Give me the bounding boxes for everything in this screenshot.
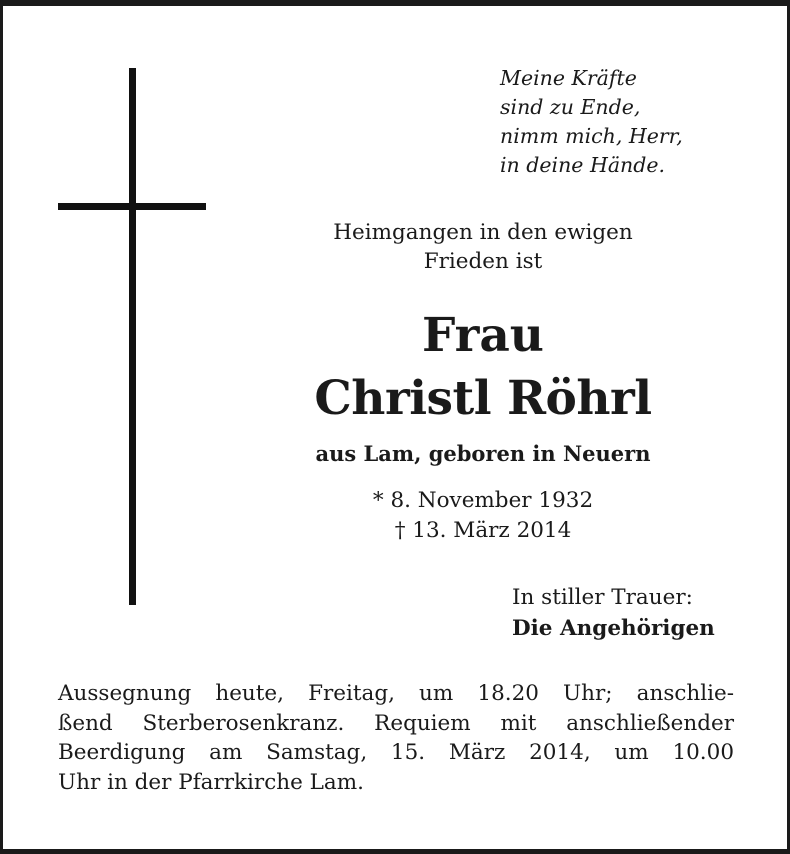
verse-line: nimm mich, Herr,	[500, 124, 683, 148]
life-dates	[183, 486, 783, 546]
cross-icon-horizontal-bar	[58, 203, 206, 210]
notice-line: Aussegnung heute, Freitag, um 18.20 Uhr; anschlie-	[58, 681, 734, 706]
verse-line: in deine Hände.	[500, 153, 666, 177]
verse-line: Meine Kräfte	[500, 66, 637, 90]
verse	[500, 64, 760, 180]
intro-line: Frieden ist	[423, 249, 543, 274]
cross-icon-vertical-bar	[129, 68, 136, 605]
funeral-notice	[58, 679, 734, 797]
deceased-name: Christl Röhrl	[314, 371, 652, 426]
verse-line: sind zu Ende,	[500, 95, 641, 119]
death-date: † 13. März 2014	[394, 518, 572, 543]
notice-line: ßend Sterberosenkranz. Requiem mit anschließender	[58, 710, 734, 736]
deceased-title: Frau	[422, 308, 544, 363]
intro-line: Heimgangen in den ewigen	[333, 220, 633, 245]
deceased-origin: aus Lam, geboren in Neuern	[315, 441, 651, 466]
notice-line: Beerdigung am Samstag, 15. März 2014, um 10.00	[58, 740, 734, 765]
mourners-signature: Die Angehörigen	[512, 616, 715, 641]
birth-date: * 8. November 1932	[372, 488, 594, 513]
mourners	[512, 582, 752, 644]
notice-line: Uhr in der Pfarrkirche Lam.	[58, 769, 364, 795]
mourners-intro: In stiller Trauer:	[512, 585, 693, 610]
intro-text	[183, 218, 783, 276]
